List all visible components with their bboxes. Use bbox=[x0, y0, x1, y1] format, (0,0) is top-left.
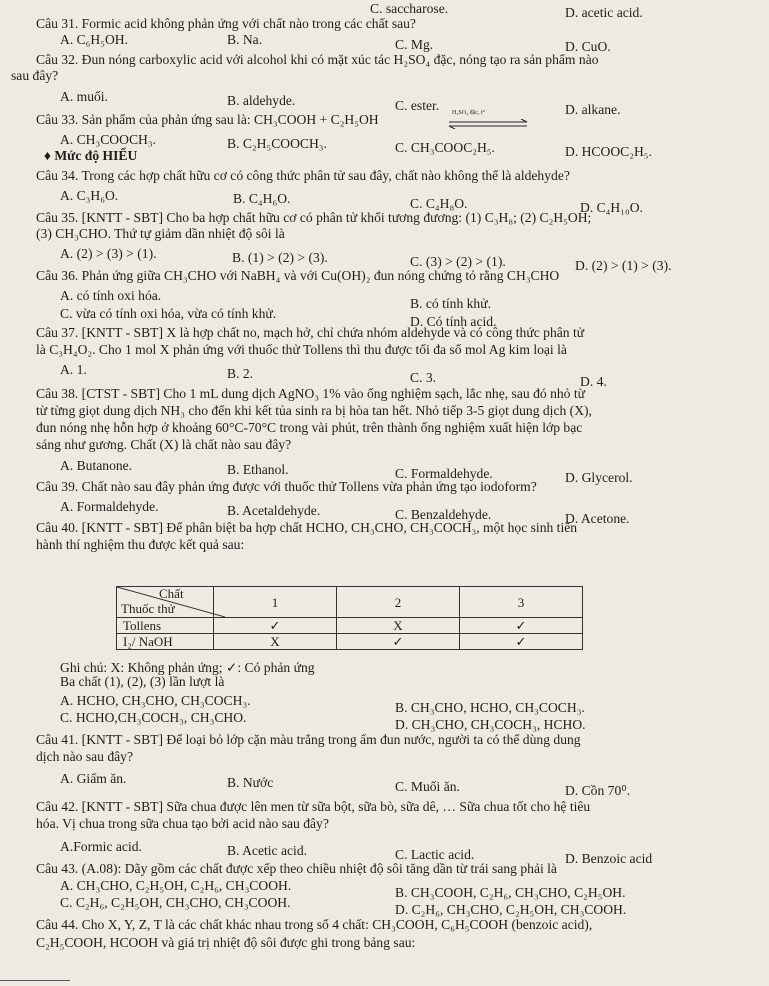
text-line: D. CuO. bbox=[565, 39, 611, 54]
text-line: B. Acetic acid. bbox=[227, 843, 308, 858]
text-line: hành thí nghiệm thu được kết quả sau: bbox=[36, 537, 245, 552]
table-row bbox=[117, 634, 583, 650]
text-line: B. Acetaldehyde. bbox=[227, 503, 321, 518]
text-line: Câu 35. [KNTT - SBT] Cho ba hợp chất hữu cơ có phân tử khối tương đương: (1) C₃H₈; (2) C₂H₅OH; bbox=[36, 210, 592, 225]
text-line: hóa. Vị chua trong sữa chua tạo bởi acid nào sau đây? bbox=[36, 816, 329, 831]
text-line: A. C₃H₆O. bbox=[60, 188, 119, 203]
text-line: Ghi chú: X: Không phản ứng; ✓: Có phản ứng bbox=[60, 660, 315, 675]
text-line: D. C₂H₆, CH₃CHO, C₂H₅OH, CH₃COOH. bbox=[395, 902, 627, 917]
text-line: C. Lactic acid. bbox=[395, 847, 475, 862]
table-cell: ✓ bbox=[460, 618, 583, 634]
text-line: Câu 34. Trong các hợp chất hữu cơ có công thức phân tử sau đây, chất nào không thể là aldehyde? bbox=[36, 168, 570, 183]
text-line: Ba chất (1), (2), (3) lần lượt là bbox=[60, 674, 225, 689]
text-line: D. acetic acid. bbox=[565, 5, 643, 20]
text-line: B. có tính khử. bbox=[410, 296, 491, 311]
text-line: D. Có tính acid. bbox=[410, 314, 497, 329]
text-line: A.Formic acid. bbox=[60, 839, 142, 854]
text-line: C. (3) > (2) > (1). bbox=[410, 254, 506, 269]
text-line: Câu 38. [CTST - SBT] Cho 1 mL dung dịch AgNO₃ 1% vào ống nghiệm sạch, lắc nhẹ, sau đó nhỏ từ bbox=[36, 386, 585, 401]
text-line: A. HCHO, CH₃CHO, CH₃COCH₃. bbox=[60, 693, 251, 708]
row-label: I₂/ NaOH bbox=[117, 634, 214, 650]
text-line: C₂H₅COOH, HCOOH và giá trị nhiệt độ sôi được ghi trong bảng sau: bbox=[36, 935, 416, 950]
column-header: 3 bbox=[460, 587, 583, 618]
text-line: C. C₄H₈O. bbox=[410, 196, 468, 211]
text-line: Câu 39. Chất nào sau đây phản ứng được với thuốc thử Tollens vừa phản ứng tạo iodoform? bbox=[36, 479, 537, 494]
text-line: B. Nước bbox=[227, 775, 274, 790]
table-corner bbox=[117, 587, 214, 618]
text-line: C. saccharose. bbox=[370, 1, 449, 16]
table-row bbox=[117, 618, 583, 634]
text-line: sáng như gương. Chất (X) là chất nào sau đây? bbox=[36, 437, 292, 452]
text-line: A. có tính oxi hóa. bbox=[60, 288, 162, 303]
text-line: B. 2. bbox=[227, 366, 254, 381]
text-line: B. C₄H₆O. bbox=[233, 191, 291, 206]
reagent-table bbox=[116, 586, 583, 650]
text-line: D. Cồn 70⁰. bbox=[565, 783, 631, 798]
text-line: từ từng giọt dung dịch NH₃ cho đến khi kết tủa sinh ra bị hòa tan hết. Nhỏ tiếp 3-5 giọt dung dịch (X), bbox=[36, 403, 592, 418]
text-line: A. CH₃CHO, C₂H₅OH, C₂H₆, CH₃COOH. bbox=[60, 878, 292, 893]
text-line: C. ester. bbox=[395, 98, 440, 113]
text-line: sau đây? bbox=[11, 68, 59, 83]
corner-bottom-label: Thuốc thử bbox=[121, 601, 175, 616]
text-line: C. Muối ăn. bbox=[395, 779, 460, 794]
reaction-condition: H₂SO₄ đặc, t° bbox=[452, 110, 486, 116]
column-header: 1 bbox=[214, 587, 337, 618]
table-cell: ✓ bbox=[460, 634, 583, 650]
text-line: (3) CH₃CHO. Thứ tự giảm dần nhiệt độ sôi là bbox=[36, 226, 285, 241]
text-line: B. Ethanol. bbox=[227, 462, 289, 477]
text-line: dịch nào sau đây? bbox=[36, 749, 134, 764]
text-line: Câu 36. Phản ứng giữa CH₃CHO với NaBH₄ và với Cu(OH)₂ đun nóng chứng tỏ rằng CH₃CHO bbox=[36, 268, 560, 283]
text-line: A. Formaldehyde. bbox=[60, 499, 159, 514]
text-line: B. (1) > (2) > (3). bbox=[232, 250, 328, 265]
text-line: Câu 32. Đun nóng carboxylic acid với alcohol khi có mặt xúc tác H₂SO₄ đặc, nóng tạo ra sản phẩm nào bbox=[36, 52, 599, 67]
text-line: B. aldehyde. bbox=[227, 93, 296, 108]
text-line: D. alkane. bbox=[565, 102, 621, 117]
text-line: D. Acetone. bbox=[565, 511, 630, 526]
text-line: D. Glycerol. bbox=[565, 470, 633, 485]
text-line: Câu 40. [KNTT - SBT] Để phân biệt ba hợp chất HCHO, CH₃CHO, CH₃COCH₃, một học sinh tiến bbox=[36, 520, 578, 535]
text-line: C. CH₃COOC₂H₅. bbox=[395, 140, 495, 155]
text-line: Câu 31. Formic acid không phản ứng với chất nào trong các chất sau? bbox=[36, 16, 416, 31]
text-line: C. Benzaldehyde. bbox=[395, 507, 492, 522]
text-line: A. C₆H₅OH. bbox=[60, 32, 129, 47]
text-line: A. (2) > (3) > (1). bbox=[60, 246, 157, 261]
text-line: C. vừa có tính oxi hóa, vừa có tính khử. bbox=[60, 306, 277, 321]
text-line: C. C₂H₆, C₂H₅OH, CH₃CHO, CH₃COOH. bbox=[60, 895, 291, 910]
text-line: đun nóng nhẹ hỗn hợp ở khoảng 60°C-70°C trong vài phút, trên thành ống nghiệm xuất hiện lớp bạc bbox=[36, 420, 583, 435]
text-line: Câu 37. [KNTT - SBT] X là hợp chất no, mạch hở, chỉ chứa nhóm aldehyde và có công thức phân tử bbox=[36, 325, 585, 340]
text-line: D. Benzoic acid bbox=[565, 851, 653, 866]
text-line: A. 1. bbox=[60, 362, 87, 377]
text-line: D. C₄H₁₀O. bbox=[580, 200, 643, 215]
text-line: A. muối. bbox=[60, 89, 108, 104]
text-line: A. Butanone. bbox=[60, 458, 133, 473]
corner-top-label: Chất bbox=[159, 586, 184, 601]
text-line: D. 4. bbox=[580, 374, 607, 389]
text-line: B. C₂H₅COOCH₃. bbox=[227, 136, 327, 151]
text-line: B. Na. bbox=[227, 32, 263, 47]
text-line: A. CH₃COOCH₃. bbox=[60, 132, 156, 147]
table-cell: X bbox=[214, 634, 337, 650]
text-line: A. Giấm ăn. bbox=[60, 771, 127, 786]
text-line: Câu 33. Sản phẩm của phản ứng sau là: CH₃COOH + C₂H₅OH bbox=[36, 112, 379, 127]
text-line: D. HCOOC₂H₅. bbox=[565, 144, 652, 159]
column-header: 2 bbox=[337, 587, 460, 618]
text-line: Câu 42. [KNTT - SBT] Sữa chua được lên men từ sữa bột, sữa bò, sữa dê, … Sữa chua tốt cho hệ tiêu bbox=[36, 799, 591, 814]
text-line: C. HCHO,CH₃COCH₃, CH₃CHO. bbox=[60, 710, 247, 725]
text-line: D. CH₃CHO, CH₃COCH₃, HCHO. bbox=[395, 717, 586, 732]
text-line: C. 3. bbox=[410, 370, 437, 385]
text-line: B. CH₃COOH, C₂H₆, CH₃CHO, C₂H₅OH. bbox=[395, 885, 626, 900]
text-line: C. Formaldehyde. bbox=[395, 466, 493, 481]
text-line: C. Mg. bbox=[395, 37, 434, 52]
equilibrium-arrow-icon bbox=[447, 119, 529, 129]
text-line: Câu 43. (A.08): Dãy gồm các chất được xếp theo chiều nhiệt độ sôi tăng dần từ trái sang phải là bbox=[36, 861, 557, 876]
text-line: ♦ Mức độ HIỂU bbox=[44, 148, 138, 163]
row-label: Tollens bbox=[117, 618, 214, 634]
table-cell: ✓ bbox=[337, 634, 460, 650]
table-cell: X bbox=[337, 618, 460, 634]
text-line: D. (2) > (1) > (3). bbox=[575, 258, 672, 273]
text-line: là C₃H₄O₂. Cho 1 mol X phản ứng với thuốc thử Tollens thì thu được tối đa số mol Ag kim loại là bbox=[36, 342, 567, 357]
text-line: Câu 41. [KNTT - SBT] Để loại bỏ lớp cặn màu trắng trong ấm đun nước, người ta có thể dùng dung bbox=[36, 732, 581, 747]
page-bottom-rule bbox=[0, 980, 70, 981]
text-line: Câu 44. Cho X, Y, Z, T là các chất khác nhau trong số 4 chất: CH₃COOH, C₆H₅COOH (benzoic acid), bbox=[36, 917, 593, 932]
table-cell: ✓ bbox=[214, 618, 337, 634]
text-line: B. CH₃CHO, HCHO, CH₃COCH₃. bbox=[395, 700, 585, 715]
